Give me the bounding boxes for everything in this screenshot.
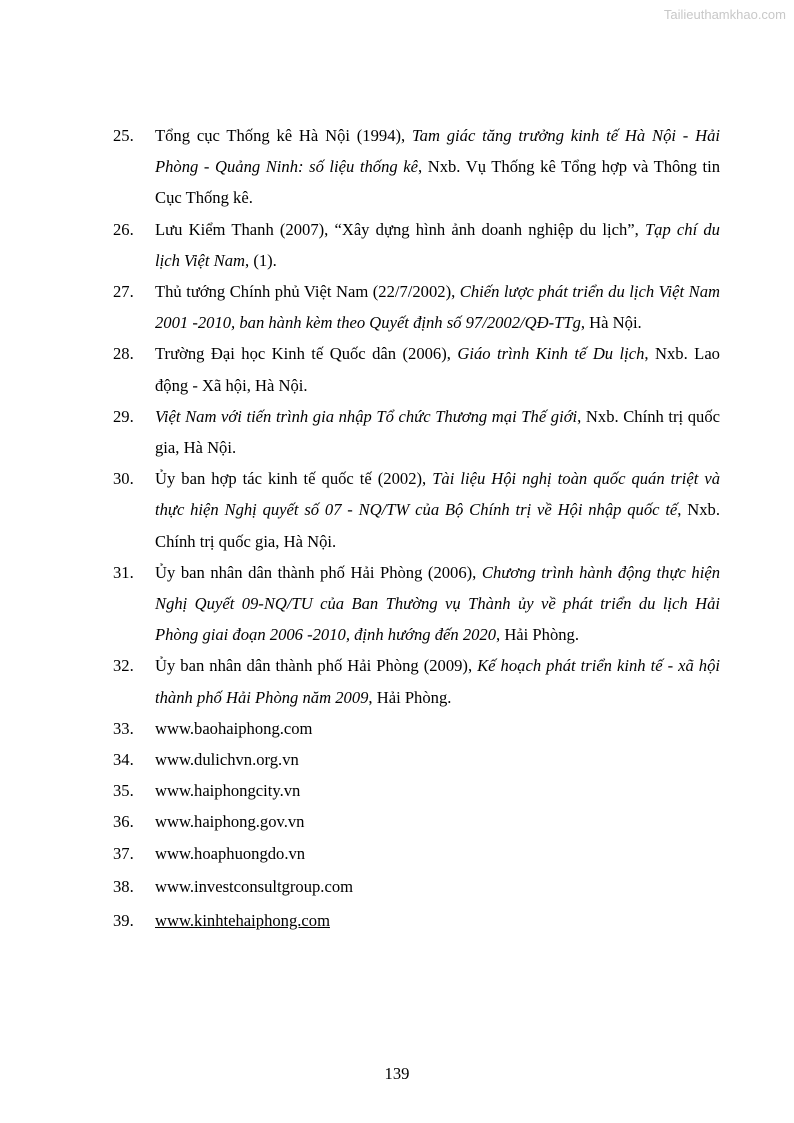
watermark: Tailieuthamkhao.com bbox=[663, 7, 786, 22]
reference-number: 38. bbox=[113, 876, 134, 896]
website-url[interactable]: www.haiphongcity.vn bbox=[155, 781, 301, 801]
reference-text: Trường Đại học Kinh tế Quốc dân (2006), Giáo trình Kinh tế Du lịch, Nxb. Lao động - Xã hội, Hà Nội. bbox=[155, 344, 720, 395]
reference-number: 36. bbox=[113, 812, 134, 832]
reference-text: Ủy ban nhân dân thành phố Hải Phòng (2009), Kế hoạch phát triển kinh tế - xã hội thành phố Hải Phòng năm 2009, Hải Phòng. bbox=[155, 656, 720, 707]
reference-item bbox=[113, 401, 720, 463]
reference-number: 37. bbox=[113, 843, 134, 863]
reference-number: 32. bbox=[113, 656, 134, 676]
reference-number: 25. bbox=[113, 126, 134, 145]
reference-text: Ủy ban nhân dân thành phố Hải Phòng (2006), Chương trình hành động thực hiện Nghị Quyết 09-NQ/TU của Ban Thường vụ Thành ủy về phát triển du lịch Hải Phòng giai đoạn 2006 -2010, định hướng đến 2020, Hải Phòng. bbox=[155, 562, 720, 645]
website-url[interactable]: www.dulichvn.org.vn bbox=[155, 750, 299, 770]
reference-item bbox=[113, 120, 720, 214]
reference-text: Ủy ban hợp tác kinh tế quốc tế (2002), Tài liệu Hội nghị toàn quốc quán triệt và thực hiện Nghị quyết số 07 - NQ/TW của Bộ Chính trị về Hội nhập quốc tế, Nxb. Chính trị quốc gia, Hà Nội. bbox=[155, 469, 721, 551]
page-number: 139 bbox=[384, 1064, 410, 1083]
reference-text: Tổng cục Thống kê Hà Nội (1994), Tam giác tăng trưởng kinh tế Hà Nội - Hải Phòng - Quảng Ninh: số liệu thống kê, Nxb. Vụ Thống kê Tổng hợp và Thông tin Cục Thống kê. bbox=[155, 126, 720, 208]
website-item bbox=[113, 775, 720, 806]
website-item bbox=[113, 713, 720, 744]
reference-item bbox=[113, 463, 720, 557]
reference-text: Việt Nam với tiến trình gia nhập Tổ chức Thương mại Thế giới, Nxb. Chính trị quốc gia, Hà Nội. bbox=[155, 406, 721, 458]
reference-item bbox=[113, 338, 720, 400]
reference-item bbox=[113, 557, 720, 651]
website-item bbox=[113, 838, 720, 869]
reference-number: 29. bbox=[113, 406, 134, 426]
website-url[interactable]: www.hoaphuongdo.vn bbox=[155, 843, 306, 863]
reference-number: 30. bbox=[113, 469, 134, 489]
reference-item bbox=[113, 276, 720, 338]
reference-item bbox=[113, 214, 720, 276]
website-item bbox=[113, 744, 720, 775]
website-url[interactable] bbox=[155, 905, 720, 936]
reference-number: 34. bbox=[113, 750, 134, 770]
website-item bbox=[113, 806, 720, 837]
website-url[interactable]: www.investconsultgroup.com bbox=[155, 876, 354, 896]
website-link[interactable]: www.kinhtehaiphong.com bbox=[155, 911, 330, 931]
reference-item bbox=[113, 650, 720, 712]
reference-number: 27. bbox=[113, 282, 134, 302]
reference-number: 31. bbox=[113, 562, 134, 582]
reference-number: 33. bbox=[113, 718, 134, 738]
reference-number: 26. bbox=[113, 219, 134, 239]
reference-list bbox=[113, 120, 720, 936]
reference-number: 35. bbox=[113, 781, 134, 801]
website-item bbox=[113, 905, 720, 936]
website-url[interactable]: www.baohaiphong.com bbox=[155, 718, 313, 738]
website-url[interactable]: www.haiphong.gov.vn bbox=[155, 812, 305, 832]
website-item bbox=[113, 871, 720, 902]
reference-number: 39. bbox=[113, 911, 134, 931]
reference-number: 28. bbox=[113, 344, 134, 364]
reference-text: Lưu Kiểm Thanh (2007), “Xây dựng hình ảnh doanh nghiệp du lịch”, Tạp chí du lịch Việt Nam, (1). bbox=[155, 219, 720, 270]
reference-text: Thủ tướng Chính phủ Việt Nam (22/7/2002), Chiến lược phát triển du lịch Việt Nam 2001 -2010, ban hành kèm theo Quyết định số 97/2002/QĐ-TTg, Hà Nội. bbox=[155, 282, 721, 333]
